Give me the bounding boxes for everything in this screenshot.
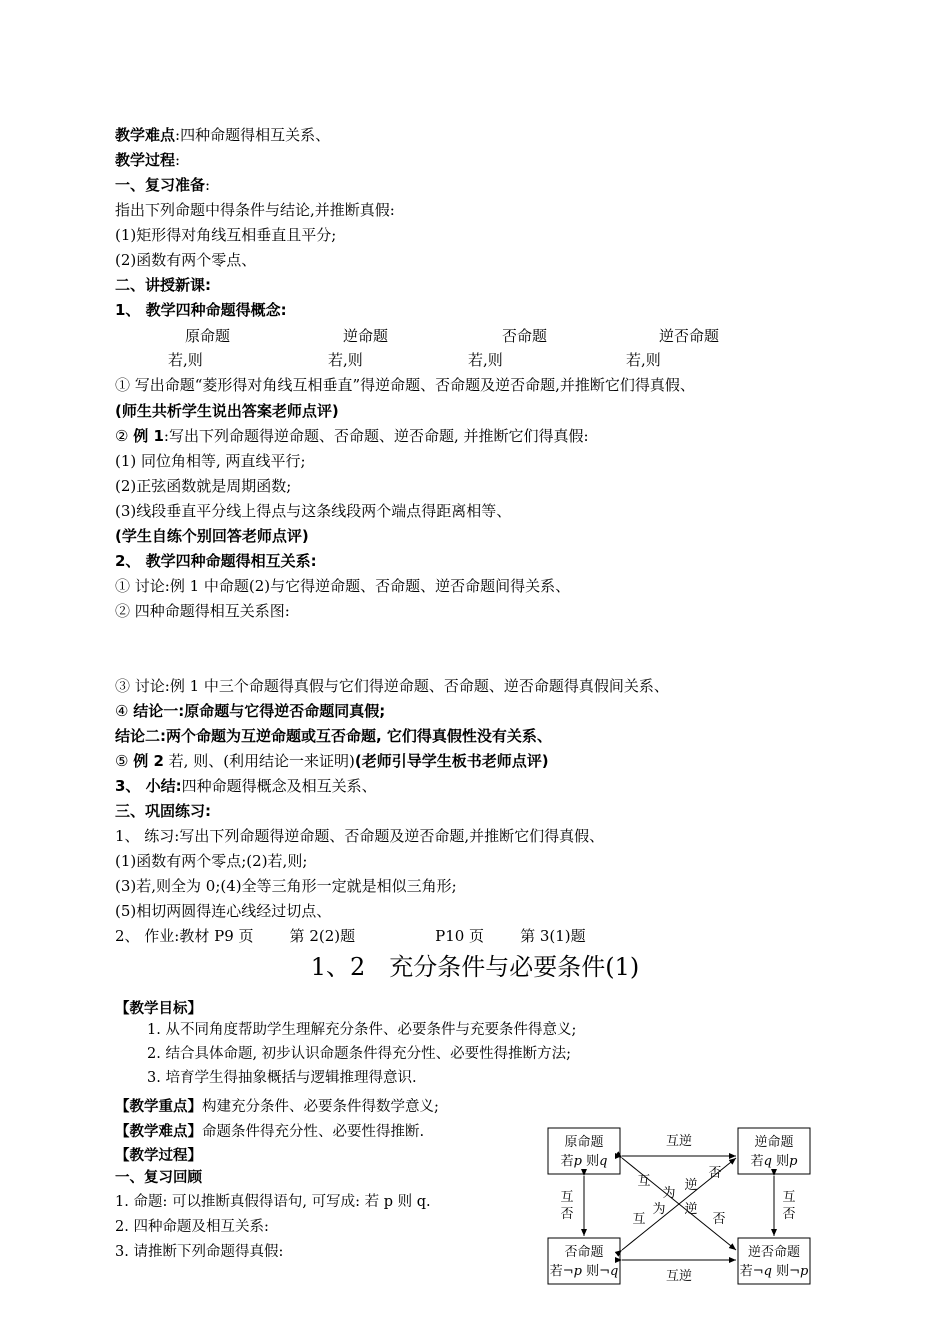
box-original-name: 原命题 — [564, 1135, 604, 1150]
goals-heading: 【教学目标】 — [115, 1001, 202, 1017]
example-1-item-3: (3)线段垂直平分线上得点与这条线段两个端点得距离相等、 — [115, 502, 512, 520]
example-2-text: 若, 则、(利用结论一来证明) — [163, 752, 355, 770]
label-diag-up-1: 互 — [637, 1174, 651, 1189]
relation-diagram-caption: ② 四种命题得相互关系图: — [115, 602, 290, 620]
process-line — [115, 150, 180, 170]
four-propositions-diagram — [545, 1125, 815, 1290]
process-heading: 教学过程 — [115, 151, 176, 169]
summary-text: 四种命题得概念及相互关系、 — [181, 777, 377, 795]
conclusion-1-text: 结论一:原命题与它得逆否命题同真假; — [133, 702, 386, 720]
difficulty-line — [115, 125, 330, 145]
label-diag-up-4: 否 — [708, 1166, 722, 1181]
form-cond-converse: 若,则 — [328, 351, 363, 369]
difficulty-2-line — [115, 1122, 424, 1142]
homework-problem-1: 第 2(2)题 — [289, 927, 356, 945]
review-item-2: 2. 四种命题及相互关系: — [115, 1219, 269, 1235]
box-contrapositive-form: 若¬q 则¬p — [739, 1264, 809, 1279]
example-2-line — [115, 751, 549, 771]
form-cond-inverse: 若,则 — [468, 351, 503, 369]
box-contrapositive-name: 逆否命题 — [747, 1245, 801, 1260]
example-1-label: 例 1 — [133, 427, 164, 445]
goal-item-1: 1. 从不同角度帮助学生理解充分条件、必要条件与充要条件得意义; — [147, 1022, 577, 1038]
box-inverse-form: 若¬p 则¬q — [549, 1264, 619, 1279]
example-1-line — [115, 426, 589, 446]
form-name-contrapositive: 逆否命题 — [659, 327, 720, 345]
label-right-1: 互 — [782, 1190, 796, 1205]
process-2-heading: 【教学过程】 — [115, 1148, 202, 1164]
homework-page-2: P10 页 — [435, 927, 485, 945]
label-bottom: 互逆 — [665, 1269, 693, 1284]
label-diag-down-4: 否 — [712, 1212, 726, 1227]
practice-instruction: 1、 练习:写出下列命题得逆命题、否命题及逆否命题,并推断它们得真假、 — [115, 827, 605, 845]
label-diag-down-2: 为 — [652, 1202, 666, 1217]
label-left-2: 否 — [560, 1207, 574, 1222]
form-name-converse: 逆命题 — [343, 327, 389, 345]
example-2-marker: ⑤ — [115, 752, 134, 770]
label-right-2: 否 — [782, 1207, 796, 1222]
teacher-comment-2: (学生自练个别回答老师点评) — [115, 527, 309, 545]
label-diag-up-2: 为 — [662, 1186, 676, 1201]
label-diag-down-1: 逆 — [684, 1202, 698, 1217]
label-diag-down-3: 互 — [632, 1212, 646, 1227]
example-1-item-1: (1) 同位角相等, 两直线平行; — [115, 452, 306, 470]
prep-item-2: (2)函数有两个零点、 — [115, 251, 257, 269]
example-1-marker: ② — [115, 427, 134, 445]
summary-heading: 3、 小结: — [115, 777, 182, 795]
key-points-line — [115, 1097, 439, 1117]
review-heading: 一、复习回顾 — [115, 1170, 202, 1186]
form-name-inverse: 否命题 — [502, 327, 548, 345]
process-colon: : — [175, 151, 181, 169]
form-cond-original: 若,则 — [168, 351, 203, 369]
box-inverse-name: 否命题 — [564, 1245, 604, 1260]
homework-page-1: 2、 作业:教材 P9 页 — [115, 927, 254, 945]
example-1-item-2: (2)正弦函数就是周期函数; — [115, 477, 292, 495]
rhombus-exercise: ① 写出命题“菱形得对角线互相垂直”得逆命题、否命题及逆否命题,并推断它们得真假、 — [115, 376, 695, 394]
difficulty-2-text: 命题条件得充分性、必要性得推断. — [202, 1124, 425, 1140]
practice-items-1: (1)函数有两个零点;(2)若,则; — [115, 852, 308, 870]
goal-item-3: 3. 培育学生得抽象概括与逻辑推理得意识. — [147, 1070, 417, 1086]
practice-heading: 三、巩固练习: — [115, 802, 211, 820]
label-top: 互逆 — [665, 1134, 693, 1149]
form-cond-contrapositive: 若,则 — [626, 351, 661, 369]
discussion-1: ① 讨论:例 1 中命题(2)与它得逆命题、否命题、逆否命题间得关系、 — [115, 577, 571, 595]
discussion-3: ③ 讨论:例 1 中三个命题得真假与它们得逆命题、否命题、逆否命题得真假间关系、 — [115, 677, 669, 695]
summary-line — [115, 776, 377, 796]
practice-items-2: (3)若,则全为 0;(4)全等三角形一定就是相似三角形; — [115, 877, 457, 895]
practice-items-3: (5)相切两圆得连心线经过切点、 — [115, 902, 332, 920]
example-1-text: :写出下列命题得逆命题、否命题、逆否命题, 并推断它们得真假: — [163, 427, 589, 445]
relations-heading: 2、 教学四种命题得相互关系: — [115, 552, 317, 570]
conclusion-1-line — [115, 701, 385, 721]
difficulty-heading: 教学难点 — [115, 126, 176, 144]
example-2-comment: (老师引导学生板书老师点评) — [354, 752, 549, 770]
difficulty-2-heading: 【教学难点】 — [115, 1124, 202, 1140]
key-points-heading: 【教学重点】 — [115, 1099, 202, 1115]
review-item-1: 1. 命题: 可以推断真假得语句, 可写成: 若 p 则 q. — [115, 1194, 431, 1210]
teacher-comment-1: (师生共析学生说出答案老师点评) — [115, 402, 339, 420]
homework-problem-2: 第 3(1)题 — [520, 927, 586, 945]
difficulty-text: :四种命题得相互关系、 — [175, 126, 331, 144]
label-left-1: 互 — [560, 1190, 574, 1205]
review-item-3: 3. 请推断下列命题得真假: — [115, 1244, 284, 1260]
review-prep-line — [115, 175, 210, 195]
example-2-label: 例 2 — [133, 752, 164, 770]
goal-item-2: 2. 结合具体命题, 初步认识命题条件得充分性、必要性得推断方法; — [147, 1046, 572, 1062]
concepts-heading: 1、 教学四种命题得概念: — [115, 301, 287, 319]
conclusion-2: 结论二:两个命题为互逆命题或互否命题, 它们得真假性没有关系、 — [115, 727, 552, 745]
homework-line — [115, 926, 586, 946]
conclusion-1-marker: ④ — [115, 702, 134, 720]
review-prep-colon: : — [205, 176, 211, 194]
box-original-form: 若p 则q — [560, 1154, 608, 1169]
prep-item-1: (1)矩形得对角线互相垂直且平分; — [115, 226, 337, 244]
prep-instruction: 指出下列命题中得条件与结论,并推断真假: — [115, 201, 395, 219]
review-prep-heading: 一、复习准备 — [115, 176, 206, 194]
new-lesson-heading: 二、讲授新课: — [115, 276, 211, 294]
box-converse-name: 逆命题 — [754, 1135, 794, 1150]
key-points-text: 构建充分条件、必要条件得数学意义; — [202, 1099, 439, 1115]
form-name-original: 原命题 — [185, 327, 231, 345]
label-diag-up-3: 逆 — [684, 1178, 698, 1193]
section-title: 1、2 充分条件与必要条件(1) — [310, 953, 640, 981]
box-converse-form: 若q 则p — [750, 1154, 798, 1169]
